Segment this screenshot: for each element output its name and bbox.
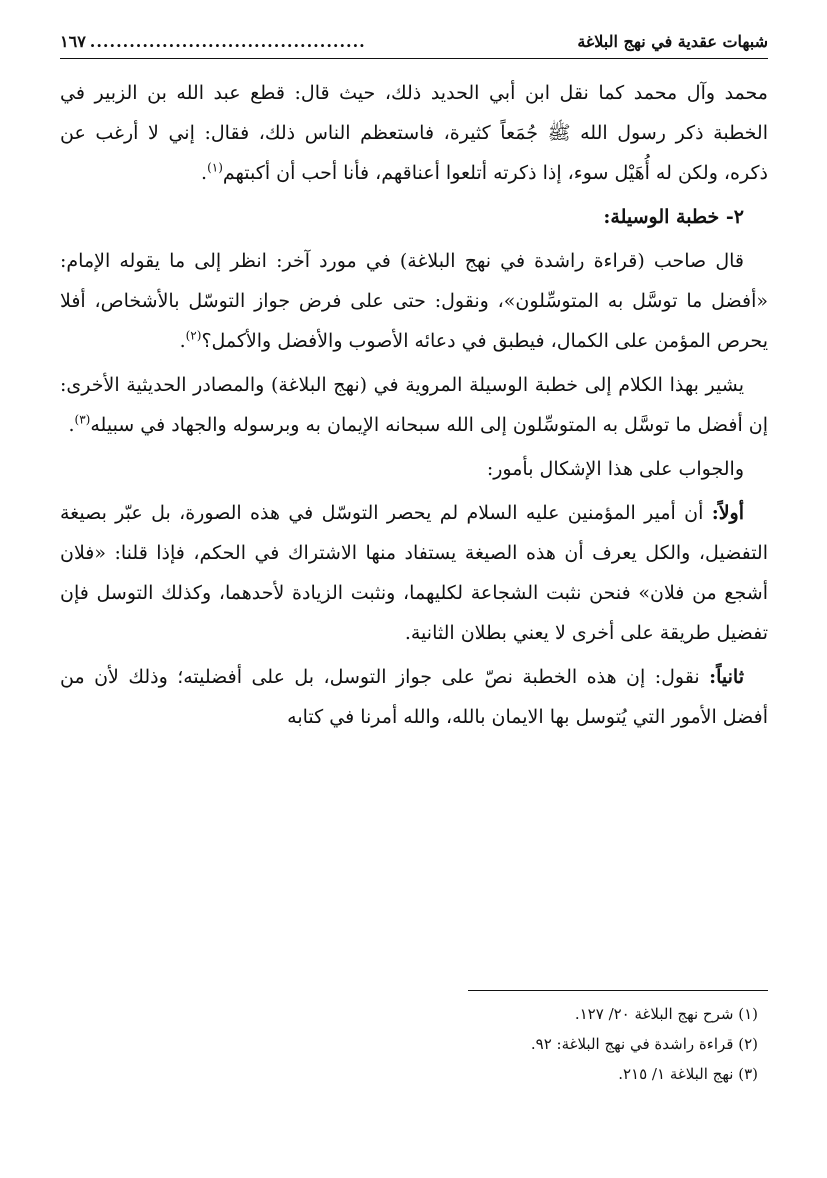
point-second-label: ثانياً: — [709, 666, 744, 688]
footnotes — [60, 990, 768, 1089]
footnote-ref-1[interactable]: (١) — [207, 160, 223, 175]
paragraph-1: محمد وآل محمد كما نقل ابن أبي الحديد ذلك، حيث قال: قطع عبد الله بن الزبير في الخطبة ذكر رسول الله ﷺ جُمَعاً كثيرة، فاستعظم الناس ذلك، فقال: إني لا أرغب عن ذكره، ولكن له أُهَيْل سوء، إذا ذكرته أتلعوا أعناقهم، فأنا أحب أن أكبتهم$^{(١)}$. — [60, 82, 768, 184]
paragraph-5: أولاً: أن أمير المؤمنين عليه السلام لم يحصر التوسّل في هذه الصورة، بل عبّر بصيغة التفضيل، والكل يعرف أن هذه الصيغة يستفاد منها الاشتراك في الحكم، فإذا قلنا: «فلان أشجع من فلان» فنحن نثبت الشجاعة لكليهما، ونثبت الزيادة لأحدهما، وكذلك التوسل فإن تفضيل طريقة على أخرى لا يعني بطلان الثانية. — [60, 502, 768, 644]
section-heading: ٢- خطبة الوسيلة: — [603, 206, 744, 228]
paragraph-2: قال صاحب (قراءة راشدة في نهج البلاغة) في مورد آخر: انظر إلى ما يقوله الإمام: «أفضل ما توسَّل به المتوسِّلون»، ونقول: حتى على فرض جواز التوسّل بالأشخاص، أفلا يحرص المؤمن على الكمال، فيطبق في دعائه الأصوب والأفضل والأكمل؟$^{(٢)}$. — [60, 250, 768, 352]
paragraph-3: يشير بهذا الكلام إلى خطبة الوسيلة المروية في (نهج البلاغة) والمصادر الحديثية الأخرى: إن أفضل ما توسَّل به المتوسِّلون إلى الله سبحانه الإيمان به وبرسوله والجهاد في سبيله$^{(٣)}$. — [60, 374, 768, 436]
footnote-3: (٣) نهج البلاغة ١/ ٢١٥. — [618, 1065, 758, 1083]
footnote-ref-3[interactable]: (٣) — [74, 412, 91, 427]
page-body — [60, 73, 768, 737]
footnote-1: (١) شرح نهج البلاغة ٢٠/ ١٢٧. — [574, 1005, 758, 1023]
book-page — [60, 28, 768, 1148]
paragraph-6: ثانياً: نقول: إن هذه الخطبة نصّ على جواز التوسل، بل على أفضليته؛ وذلك لأن من أفضل الأمور التي يُتوسل بها الايمان بالله، والله أمرنا في كتابه — [60, 666, 768, 728]
footnote-ref-2[interactable]: (٢) — [185, 328, 202, 343]
header-leader-dots: .......................................... — [89, 32, 366, 51]
running-header — [60, 28, 768, 59]
page-number: ١٦٧ — [60, 32, 86, 51]
running-title: شبهات عقدية في نهج البلاغة — [577, 32, 768, 51]
point-first-label: أولاً: — [711, 502, 744, 524]
paragraph-4: والجواب على هذا الإشكال بأمور: — [486, 458, 744, 480]
footnote-separator — [468, 990, 768, 991]
footnote-2: (٢) قراءة راشدة في نهج البلاغة: ٩٢. — [530, 1035, 758, 1053]
